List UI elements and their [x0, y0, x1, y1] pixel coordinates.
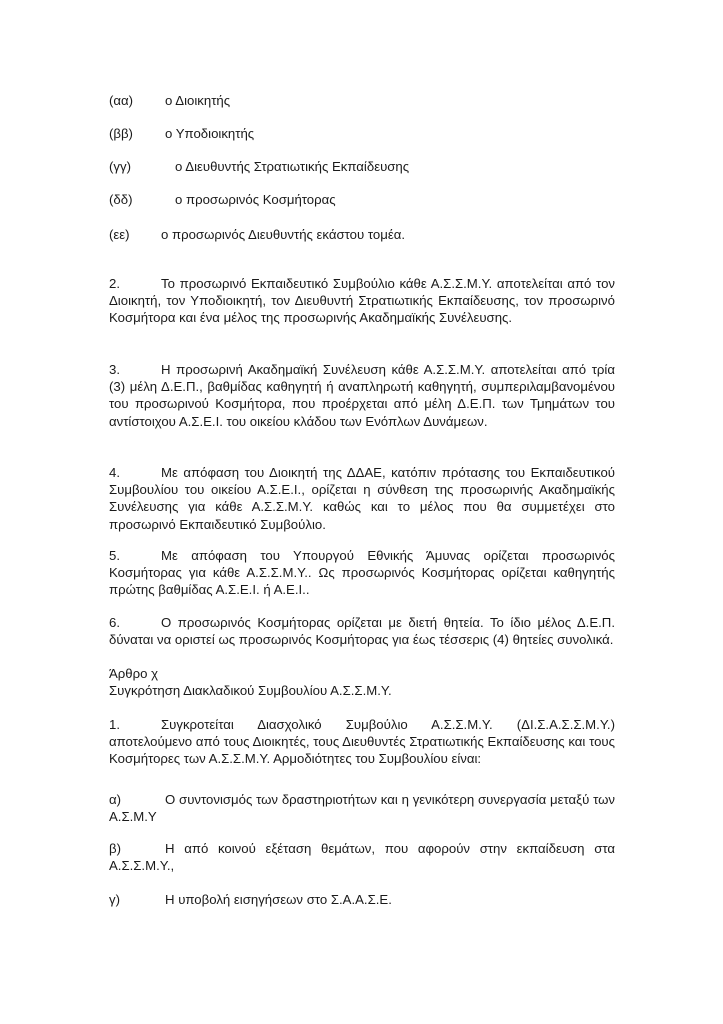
list-label: (γγ)	[109, 159, 131, 174]
paragraph-6	[109, 614, 615, 648]
paragraph-number: 3.	[109, 362, 120, 377]
paragraph-text: Το προσωρινό Εκπαιδευτικό Συμβούλιο κάθε Α.Σ.Σ.Μ.Υ. αποτελείται από τον Διοικητή, τον Υποδιοικητή, τον Διευθυντή Στρατιωτικής Εκπαίδευσης, τον προσωρινό Κοσμήτορα και ένα μέλος της προσωρινής Ακαδημαϊκής Συνέλευσης.	[109, 276, 615, 326]
list-item-aa	[109, 92, 230, 109]
alpha-label: α)	[109, 792, 122, 807]
article-paragraph-1	[109, 716, 615, 768]
alpha-label: γ)	[109, 892, 120, 907]
list-text: ο προσωρινός Διευθυντής εκάστου τομέα.	[161, 227, 405, 242]
alpha-text: Η από κοινού εξέταση θεμάτων, που αφορούν στην εκπαίδευση στα Α.Σ.Σ.Μ.Υ.,	[109, 841, 615, 874]
list-text: ο Διοικητής	[165, 93, 231, 108]
list-label: (εε)	[109, 227, 130, 242]
paragraph-text: Συγκροτείται Διασχολικό Συμβούλιο Α.Σ.Σ.Μ.Υ. (ΔΙ.Σ.Α.Σ.Σ.Μ.Υ.) αποτελούμενο από τους Διοικητές, τους Διευθυντές Στρατιωτικής Εκπαίδευσης και τους Κοσμήτορες των Α.Σ.Σ.Μ.Υ. Αρμοδιότητες του Συμβουλίου είναι:	[109, 717, 615, 767]
article-heading: Άρθρο χ	[109, 666, 159, 681]
list-item-bb	[109, 125, 254, 142]
list-text: ο Διευθυντής Στρατιωτικής Εκπαίδευσης	[175, 159, 410, 174]
paragraph-text: Με απόφαση του Διοικητή της ΔΔΑΕ, κατόπιν πρότασης του Εκπαιδευτικού Συμβουλίου του οικείου Α.Σ.Ε.Ι., ορίζεται η σύνθεση της προσωρινής Ακαδημαϊκής Συνέλευσης για κάθε Α.Σ.Σ.Μ.Υ. καθώς και το μέλος που θα συμμετέχει στο προσωρινό Εκπαιδευτικό Συμβούλιο.	[109, 465, 615, 532]
paragraph-text: Με απόφαση του Υπουργού Εθνικής Άμυνας ορίζεται προσωρινός Κοσμήτορας για κάθε Α.Σ.Σ.Μ.Υ.. Ως προσωρινός Κοσμήτορας ορίζεται καθηγητής πρώτης βαθμίδας Α.Σ.Ε.Ι. ή Α.Ε.Ι..	[109, 548, 615, 598]
list-item-gg	[109, 158, 409, 175]
paragraph-number: 1.	[109, 717, 120, 732]
list-text: ο προσωρινός Κοσμήτορας	[175, 192, 336, 207]
paragraph-number: 6.	[109, 615, 120, 630]
list-item-ee	[109, 226, 405, 243]
paragraph-4	[109, 464, 615, 533]
alpha-item-g	[109, 891, 615, 908]
alpha-text: Ο συντονισμός των δραστηριοτήτων και η γενικότερη συνεργασία μεταξύ των Α.Σ.Μ.Υ	[109, 792, 615, 825]
paragraph-text: Ο προσωρινός Κοσμήτορας ορίζεται με διετή θητεία. Το ίδιο μέλος Δ.Ε.Π. δύναται να οριστεί ως προσωρινός Κοσμήτορας για έως τέσσερις (4) θητείες συνολικά.	[109, 615, 615, 648]
paragraph-number: 2.	[109, 276, 120, 291]
paragraph-5	[109, 547, 615, 599]
alpha-item-a	[109, 791, 615, 825]
paragraph-number: 4.	[109, 465, 120, 480]
paragraph-number: 5.	[109, 548, 120, 563]
list-item-dd	[109, 191, 336, 208]
alpha-text: Η υποβολή εισηγήσεων στο Σ.Α.Α.Σ.Ε.	[165, 892, 392, 907]
list-label: (αα)	[109, 93, 134, 108]
article-title: Συγκρότηση Διακλαδικού Συμβουλίου Α.Σ.Σ.Μ.Υ.	[109, 683, 392, 698]
list-label: (δδ)	[109, 192, 133, 207]
list-text: ο Υποδιοικητής	[165, 126, 255, 141]
list-label: (ββ)	[109, 126, 133, 141]
paragraph-3	[109, 361, 615, 430]
paragraph-2	[109, 275, 615, 327]
alpha-label: β)	[109, 841, 121, 856]
paragraph-text: Η προσωρινή Ακαδημαϊκή Συνέλευση κάθε Α.Σ.Σ.Μ.Υ. αποτελείται από τρία (3) μέλη Δ.Ε.Π., βαθμίδας καθηγητή ή αναπληρωτή καθηγητή, συμπεριλαμβανομένου του προσωρινού Κοσμήτορα, που προέρχεται από μέλη Δ.Ε.Π. των Τμημάτων του αντίστοιχου Α.Σ.Ε.Ι. του οικείου κλάδου των Ενόπλων Δυνάμεων.	[109, 362, 615, 429]
alpha-item-b	[109, 840, 615, 874]
